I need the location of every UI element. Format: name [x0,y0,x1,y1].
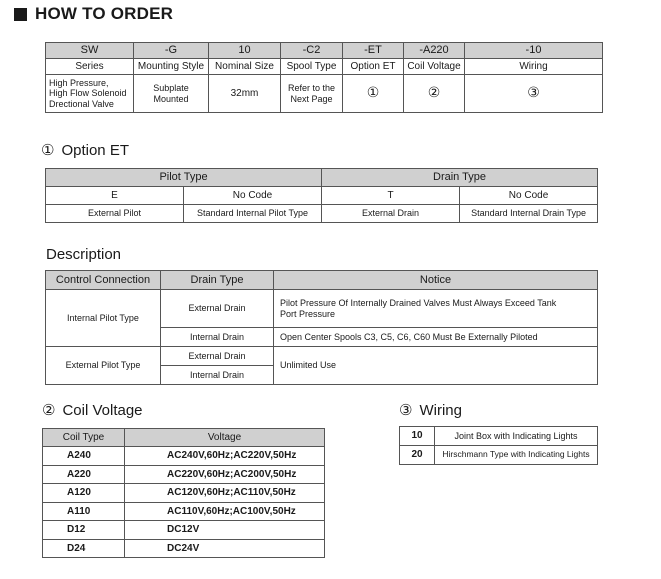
description-title: Description [46,245,122,263]
option-code-drain-none: No Code [460,187,598,205]
code-option: -ET [343,43,404,59]
header-coil-type: Coil Type [43,429,125,447]
drain-external-2: External Drain [161,347,274,366]
wiring-desc: Hirschmann Type with Indicating Lights [435,446,598,465]
option-et-header-row [46,169,598,187]
coil-voltage: DC12V [125,521,325,540]
wiring-number: ③ [399,401,413,419]
coil-voltage: DC24V [125,539,325,558]
label-option: Option ET [343,59,404,75]
option-code-t: T [322,187,460,205]
coil-voltage: AC110V,60Hz;AC100V,50Hz [125,502,325,521]
notice-1-line2: Port Pressure [280,308,336,319]
coil-type: A120 [43,484,125,503]
drain-internal-2: Internal Drain [161,366,274,385]
coil-voltage: AC240V,60Hz;AC220V,50Hz [125,447,325,466]
wiring-code: 20 [400,446,435,465]
code-spool: -C2 [281,43,343,59]
coil-type: D12 [43,521,125,540]
coil-type: A220 [43,465,125,484]
model-code-table [45,42,603,113]
notice-1-line1: Pilot Pressure Of Internally Drained Valves Must Always Exceed Tank [280,298,557,309]
coil-row [43,502,325,521]
wiring-table [399,426,598,465]
internal-pilot-type: Internal Pilot Type [46,290,161,347]
coil-voltage: AC220V,60Hz;AC200V,50Hz [125,465,325,484]
coil-voltage-table [42,428,325,558]
model-value-row [46,75,603,113]
drain-internal-1: Internal Drain [161,328,274,347]
coil-type: A240 [43,447,125,466]
label-wiring: Wiring [465,59,603,75]
option-desc-internal-drain: Standard Internal Drain Type [460,205,598,223]
page-title-text: HOW TO ORDER [35,4,174,23]
page-title [14,4,173,24]
code-size: 10 [209,43,281,59]
coil-voltage: AC120V,60Hz;AC110V,50Hz [125,484,325,503]
drain-type-header: Drain Type [322,169,598,187]
value-series-line2: High Flow Solenoid [49,88,127,99]
value-spool-line1: Refer to the [287,83,336,94]
option-et-heading [41,140,129,160]
value-spool-line2: Next Page [290,93,333,104]
wiring-row [400,427,598,446]
coil-row [43,484,325,503]
drain-external-1: External Drain [161,290,274,328]
description-table [45,270,598,385]
label-spool: Spool Type [281,59,343,75]
wiring-desc: Joint Box with Indicating Lights [435,427,598,446]
title-square-icon [14,8,27,21]
coil-row [43,465,325,484]
description-heading [46,244,121,264]
option-et-desc-row [46,205,598,223]
label-coil: Coil Voltage [404,59,465,75]
description-row [46,290,598,328]
header-notice: Notice [274,271,598,290]
value-series-line1: High Pressure, [49,77,109,88]
option-et-title: Option ET [61,141,129,159]
wiring-heading [399,400,462,420]
wiring-row [400,446,598,465]
value-mounting [134,75,209,113]
model-code-row [46,43,603,59]
description-row [46,347,598,366]
code-coil: -A220 [404,43,465,59]
option-et-number: ① [41,141,55,159]
coil-voltage-number: ② [42,401,56,419]
coil-row [43,521,325,540]
coil-type: A110 [43,502,125,521]
notice-1 [274,290,598,328]
option-et-code-row [46,187,598,205]
label-mounting: Mounting Style [134,59,209,75]
option-et-table [45,168,598,223]
pilot-type-header: Pilot Type [46,169,322,187]
label-size: Nominal Size [209,59,281,75]
description-header-row [46,271,598,290]
external-pilot-type: External Pilot Type [46,347,161,385]
option-desc-external-drain: External Drain [322,205,460,223]
label-series: Series [46,59,134,75]
value-coil: ② [404,75,465,113]
coil-row [43,447,325,466]
notice-3: Unlimited Use [274,347,598,385]
header-drain-type: Drain Type [161,271,274,290]
coil-voltage-heading [42,400,143,420]
value-size: 32mm [209,75,281,113]
value-mounting-line1: Subplate [153,83,189,94]
coil-voltage-header-row [43,429,325,447]
coil-voltage-title: Coil Voltage [62,401,143,419]
header-voltage: Voltage [125,429,325,447]
wiring-code: 10 [400,427,435,446]
option-desc-internal-pilot: Standard Internal Pilot Type [184,205,322,223]
code-series: SW [46,43,134,59]
value-option: ① [343,75,404,113]
header-control-connection: Control Connection [46,271,161,290]
code-mounting: -G [134,43,209,59]
value-series [46,75,134,113]
option-desc-external-pilot: External Pilot [46,205,184,223]
notice-2: Open Center Spools C3, C5, C6, C60 Must Be Externally Piloted [274,328,598,347]
value-wiring: ③ [465,75,603,113]
model-label-row [46,59,603,75]
code-wiring: -10 [465,43,603,59]
value-mounting-line2: Mounted [153,93,189,104]
coil-type: D24 [43,539,125,558]
value-spool [281,75,343,113]
coil-row [43,539,325,558]
value-series-line3: Drectional Valve [49,98,114,109]
option-code-pilot-none: No Code [184,187,322,205]
option-code-e: E [46,187,184,205]
wiring-title: Wiring [419,401,462,419]
